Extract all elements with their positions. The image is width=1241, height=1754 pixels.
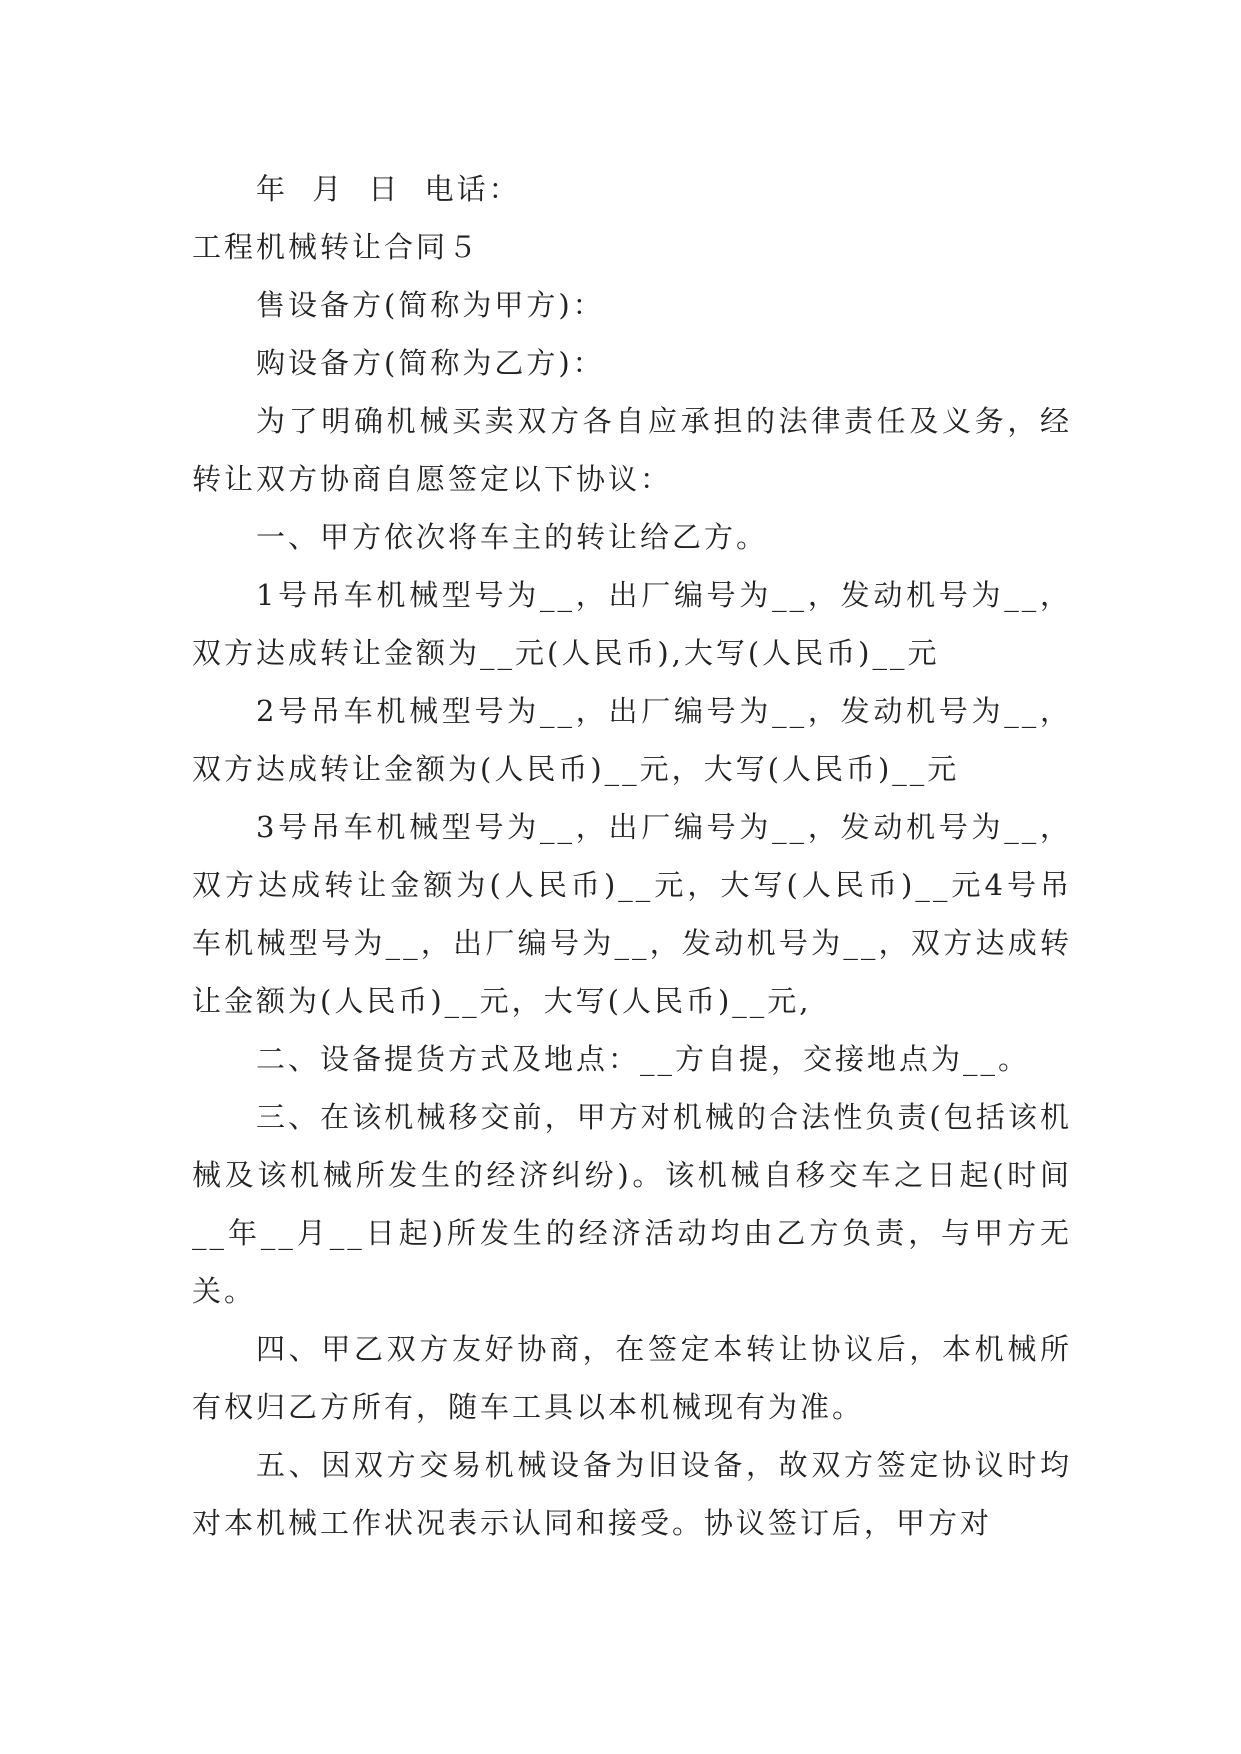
crane-2-paragraph: 2号吊车机械型号为__，出厂编号为__，发动机号为__，双方达成转让金额为(人民币)__元，大写(人民币)__元 (192, 694, 1072, 786)
seller-line: 售设备方(简称为甲方)： (256, 288, 605, 322)
clause-4: 四、甲乙双方友好协商，在签定本转让协议后，本机械所有权归乙方所有，随车工具以本机械现有为准。 (192, 1332, 1072, 1424)
document-body (192, 160, 1072, 1552)
clause-1: 一、甲方依次将车主的转让给乙方。 (256, 520, 769, 554)
date-phone-line: 年 月 日 电话： (256, 172, 521, 206)
crane-1-paragraph: 1号吊车机械型号为__，出厂编号为__，发动机号为__，双方达成转让金额为__元(人民币),大写(人民币)__元 (192, 578, 1072, 670)
clause-5: 五、因双方交易机械设备为旧设备，故双方签定协议时均对本机械工作状况表示认同和接受。协议签订后，甲方对 (192, 1448, 1072, 1540)
clause-2: 二、设备提货方式及地点：__方自提，交接地点为__。 (256, 1042, 1031, 1076)
buyer-line: 购设备方(简称为乙方)： (256, 346, 605, 380)
crane-3-4-paragraph: 3号吊车机械型号为__，出厂编号为__，发动机号为__，双方达成转让金额为(人民币)__元，大写(人民币)__元4号吊车机械型号为__，出厂编号为__，发动机号为__，双方达成转让金额为(人民币)__元，大写(人民币)__元, (192, 810, 1072, 1018)
contract-heading: 工程机械转让合同５ (192, 230, 481, 264)
clause-3: 三、在该机械移交前，甲方对机械的合法性负责(包括该机械及该机械所发生的经济纠纷)。该机械自移交车之日起(时间__年__月__日起)所发生的经济活动均由乙方负责，与甲方无关。 (192, 1100, 1072, 1308)
preamble-paragraph: 为了明确机械买卖双方各自应承担的法律责任及义务，经转让双方协商自愿签定以下协议： (192, 404, 1072, 496)
